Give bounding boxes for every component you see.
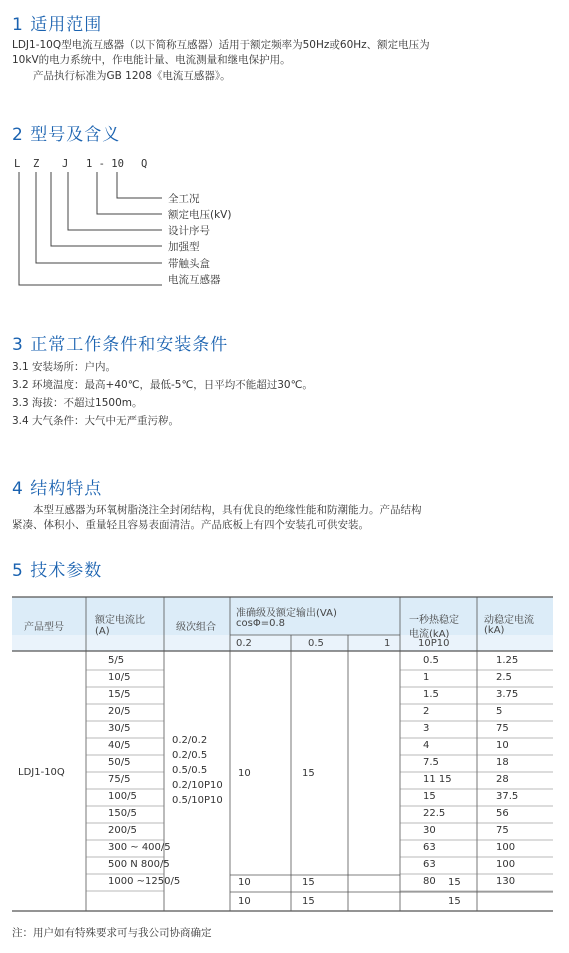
ratio-cell: 75/5 [108,774,131,785]
dynamic-cell: 37.5 [496,791,519,802]
ratio-cell: 200/5 [108,825,137,836]
label-current-transformer: 电流互感器 [168,274,221,286]
thermal-cell: 2 [423,706,430,717]
dynamic-cell: 130 [496,876,516,887]
header-model: 产品型号 [24,622,64,633]
thermal-cell: 4 [423,740,430,751]
condition-item: 3.2 环境温度：最高+40℃，最低-5℃，日平均不能超过30℃。 [12,379,313,391]
header-ratio-unit: (A) [95,626,110,637]
ratio-cell: 150/5 [108,808,137,819]
section-4-para-line2: 紧凑、体积小、重量轻且容易表面清洁。产品底板上有四个安装孔可供安装。 [12,519,369,531]
ratio-cell: 40/5 [108,740,131,751]
label-design-serial: 设计序号 [168,225,210,237]
dynamic-cell: 3.75 [496,689,519,700]
dynamic-cell: 18 [496,757,509,768]
thermal-cell: 63 [423,859,436,870]
thermal-cell: 1 [423,672,430,683]
dynamic-cell: 100 [496,842,516,853]
header-dynamic: 动稳定电流 [484,615,534,626]
section-5-title: 5 技术参数 [12,561,103,581]
ratio-cell: 30/5 [108,723,131,734]
label-reinforced: 加强型 [168,241,200,253]
combo-item: 0.2/10P10 [172,780,223,791]
section-1-para-line1: LDJ1-10Q型电流互感器（以下简称互感器）适用于额定频率为50Hz或60Hz、额定电压为 [12,39,430,51]
ratio-cell: 1000 ~1250/5 [108,876,181,887]
combo-item: 0.5/0.5 [172,765,208,776]
combo-item: 0.5/10P10 [172,795,223,806]
label-rated-voltage: 额定电压(kV) [168,209,232,221]
thermal-cell: 3 [423,723,430,734]
section-1-standard: 产品执行标准为GB 1208《电流互感器》。 [33,70,231,82]
ratio-cell: 300 ~ 400/5 [108,842,171,853]
header-ratio: 额定电流比 [95,615,145,626]
section-3-title: 3 正常工作条件和安装条件 [12,335,229,355]
header-thermal-class: 10P10 [418,638,450,649]
header-combo: 级次组合 [176,622,216,633]
thermal-cell: 30 [423,825,436,836]
extra-thermal: 15 [448,896,461,907]
ratio-cell: 100/5 [108,791,137,802]
ratio-cell: 20/5 [108,706,131,717]
label-full-condition: 全工况 [168,193,200,205]
extra-02: 10 [238,877,251,888]
dynamic-cell: 5 [496,706,503,717]
condition-item: 3.3 海拔：不超过1500m。 [12,397,143,409]
thermal-cell: 11 15 [423,774,452,785]
code-z: Z [33,158,40,170]
ratio-cell: 5/5 [108,655,125,666]
section-2-title: 2 型号及含义 [12,125,121,145]
header-thermal-unit: 电流(kA) [409,629,450,640]
header-thermal: 一秒热稳定 [409,615,459,626]
code-1-10: 1 - 10 [86,158,124,170]
thermal-cell: 80 [423,876,436,887]
code-j: J [62,158,69,170]
extra-02: 10 [238,896,251,907]
section-4-para-line1: 本型互感器为环氧树脂浇注全封闭结构，具有优良的绝缘性能和防潮能力。产品结构 [33,504,422,516]
thermal-cell: 7.5 [423,757,439,768]
dynamic-cell: 100 [496,859,516,870]
dynamic-cell: 28 [496,774,509,785]
combo-item: 0.2/0.5 [172,750,208,761]
combo-item: 0.2/0.2 [172,735,208,746]
dynamic-cell: 2.5 [496,672,512,683]
output-05-cell: 15 [302,768,315,779]
section-1-para-line2: 10kV的电力系统中，作电能计量、电流测量和继电保护用。 [12,54,291,66]
thermal-cell: 22.5 [423,808,446,819]
code-q: Q [141,158,148,170]
dynamic-cell: 75 [496,723,509,734]
ratio-cell: 50/5 [108,757,131,768]
label-contact-box: 带触头盒 [168,258,210,270]
footnote: 注：用户如有特殊要求可与我公司协商确定 [12,927,212,939]
ratio-cell: 500 N 800/5 [108,859,170,870]
output-02-cell: 10 [238,768,251,779]
model-cell: LDJ1-10Q [18,767,65,778]
header-class-05: 0.5 [308,638,324,649]
header-class-02: 0.2 [236,638,252,649]
extra-05: 15 [302,877,315,888]
header-class-1: 1 [384,638,391,649]
dynamic-cell: 10 [496,740,509,751]
header-dynamic-unit: (kA) [484,625,505,636]
thermal-cell: 0.5 [423,655,439,666]
extra-05: 15 [302,896,315,907]
condition-item: 3.1 安装场所：户内。 [12,361,117,373]
extra-thermal: 15 [448,877,461,888]
thermal-cell: 63 [423,842,436,853]
header-cos: cosΦ=0.8 [236,618,285,629]
header-accuracy: 准确级及额定输出(VA) [236,608,337,619]
ratio-cell: 10/5 [108,672,131,683]
dynamic-cell: 75 [496,825,509,836]
dynamic-cell: 56 [496,808,509,819]
code-l: L [14,158,21,170]
section-4-title: 4 结构特点 [12,479,103,499]
ratio-cell: 15/5 [108,689,131,700]
thermal-cell: 1.5 [423,689,439,700]
section-1-title: 1 适用范围 [12,15,103,35]
dynamic-cell: 1.25 [496,655,519,666]
thermal-cell: 15 [423,791,436,802]
condition-item: 3.4 大气条件：大气中无严重污秽。 [12,415,180,427]
